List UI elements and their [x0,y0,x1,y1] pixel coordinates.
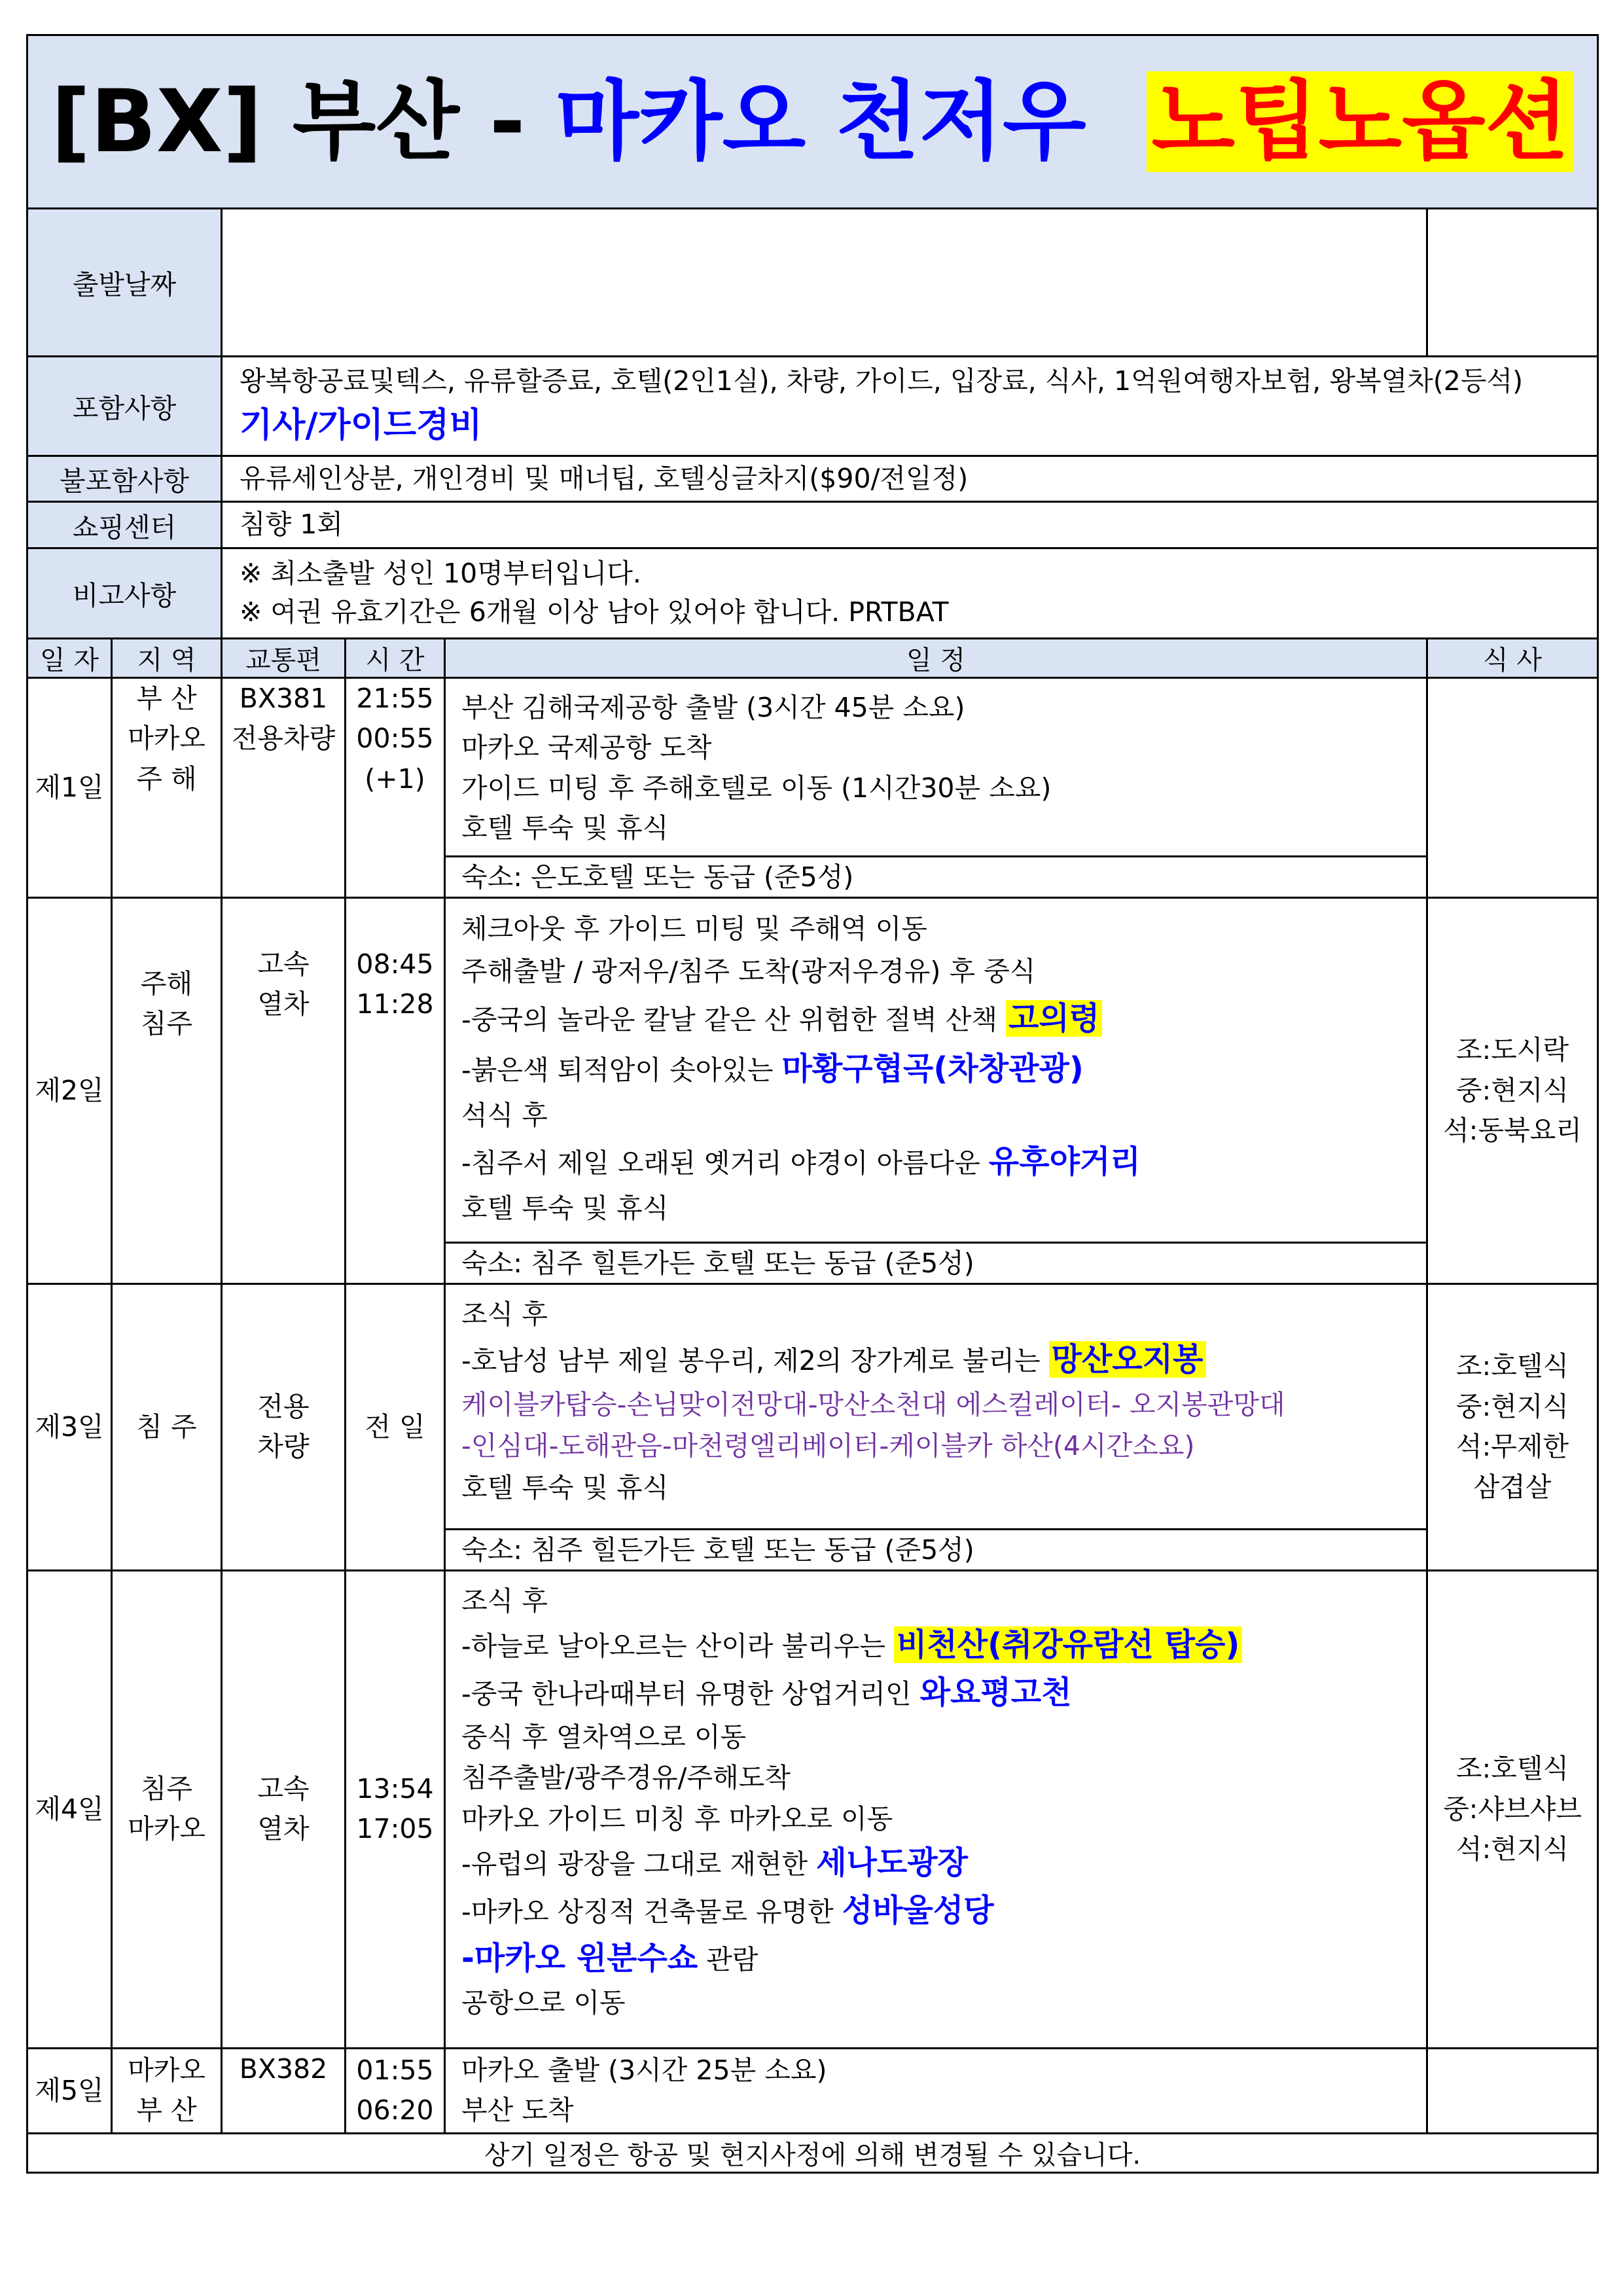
included-text: 왕복항공료및텍스, 유류할증료, 호텔(2인1실), 차량, 가이드, 입장료, 식사, 1억원여행자보험, 왕복열차(2등석) [240,365,1524,397]
remarks-cell [222,548,1598,638]
title-route: 마카오 천저우 [555,71,1086,172]
header-day: 일 자 [27,638,112,677]
schedule-header-row [27,638,1598,677]
day-3-schedule: 조식 후 -호남성 남부 제일 봉우리, 제2의 장가계로 불리는 망산오지봉 케이블카탑승-손님맞이전망대-망산소천대 에스컬레이터- 오지봉관망대 -인심대-도해관음-마천령엘리베이터-케이블카 하산(4시간소요) 호텔 투숙 및 휴식 [445,1283,1427,1529]
day-2-meals: 조:도시락 중:현지식 석:동북요리 [1427,897,1598,1283]
highlight-mangsan: 망산오지봉 [1049,1341,1206,1378]
title-code: [BX] 부산 - [50,71,556,172]
title-tag: 노팁노옵션 [1147,71,1575,172]
highlight-senado: 세나도광장 [816,1844,969,1882]
day-4-region: 침주 마카오 [112,1570,222,2048]
highlight-yuhu-street: 유후야거리 [988,1143,1141,1181]
day-4-row [27,1570,1598,2048]
shopping-text: 침향 1회 [222,502,1598,548]
included-extra: 기사/가이드경비 [240,405,482,445]
remarks-line-1: ※ 최소출발 성인 10명부터입니다. [240,557,641,589]
day-1-schedule: 부산 김해국제공항 출발 (3시간 45분 소요) 마카오 국제공항 도착 가이드 미팅 후 주해호텔로 이동 (1시간30분 소요) 호텔 투숙 및 휴식 [445,677,1427,856]
day-5-meals [1427,2048,1598,2133]
included-cell [222,357,1598,456]
itinerary-table [26,34,1599,2174]
header-transport: 교통편 [222,638,346,677]
day-1-label: 제1일 [27,677,112,897]
day-4-schedule: 조식 후 -하늘로 날아오르는 산이라 불리우는 비천산(취강유람선 탑승) -중국 한나라때부터 유명한 상업거리인 와요평고천 중식 후 열차역으로 이동 침주출발/광주경유/주해도착 마카오 가이드 미칭 후 마카오로 이동 -유럽의 광장을 그대로 재현한 세나도광장 -마카오 상징적 건축물로 유명한 성바울성당 -마카오 윈분수쇼 관람 공항으로 이동 [445,1570,1427,2048]
shopping-label: 쇼핑센터 [27,502,222,548]
departure-extra-cell [1427,209,1598,357]
remarks-label: 비고사항 [27,548,222,638]
day-1-transport: BX381 전용차량 [222,677,346,897]
day-3-label: 제3일 [27,1283,112,1570]
day-2-region: 주해 침주 [112,897,222,1283]
day-5-label: 제5일 [27,2048,112,2133]
day-1-time: 21:55 00:55 (+1) [346,677,445,897]
highlight-goeuiryeong: 고의령 [1006,1000,1102,1037]
header-meal: 식 사 [1427,638,1598,677]
page-title [27,35,1598,209]
day-4-meals: 조:호텔식 중:샤브샤브 석:현지식 [1427,1570,1598,2048]
day-1-row [27,677,1598,856]
highlight-mahwanggu: 마황구협곡(차창관광) [781,1050,1084,1087]
included-label: 포함사항 [27,357,222,456]
excluded-text: 유류세인상분, 개인경비 및 매너팁, 호텔싱글차지($90/전일정) [222,456,1598,502]
day-1-meals [1427,677,1598,897]
day-3-course-2: -인심대-도해관음-마천령엘리베이터-케이블카 하산(4시간소요) [461,1430,1195,1462]
day-5-time: 01:55 06:20 [346,2048,445,2133]
day-1-region: 부 산 마카오 주 해 [112,677,222,897]
day-2-time: 08:45 11:28 [346,897,445,1283]
day-5-transport: BX382 [222,2048,346,2133]
header-schedule: 일 정 [445,638,1427,677]
day-2-schedule: 체크아웃 후 가이드 미팅 및 주해역 이동 주해출발 / 광저우/침주 도착(광저우경유) 후 중식 -중국의 놀라운 칼날 같은 산 위험한 절벽 산책 고의령 -붉은색 퇴적암이 솟아있는 마황구협곡(차창관광) 석식 후 -침주서 제일 오래된 옛거리 야경이 아름다운 유후야거리 호텔 투숙 및 휴식 [445,897,1427,1242]
day-2-transport: 고속 열차 [222,897,346,1283]
header-time: 시 간 [346,638,445,677]
day-5-schedule: 마카오 출발 (3시간 25분 소요) 부산 도착 [445,2048,1427,2133]
day-3-meals: 조:호텔식 중:현지식 석:무제한 삼겹살 [1427,1283,1598,1570]
highlight-st-paul: 성바울성당 [842,1892,994,1929]
day-5-row [27,2048,1598,2133]
day-3-transport: 전용 차량 [222,1283,346,1570]
day-5-region: 마카오 부 산 [112,2048,222,2133]
day-2-hotel: 숙소: 침주 힐튼가든 호텔 또는 동급 (준5성) [445,1242,1427,1283]
day-4-transport: 고속 열차 [222,1570,346,2048]
departure-date-cell [222,209,1427,357]
day-2-row [27,897,1598,1242]
day-4-label: 제4일 [27,1570,112,2048]
header-region: 지 역 [112,638,222,677]
itinerary-sheet [26,34,1597,2174]
highlight-wayo: 와요평고천 [919,1674,1072,1712]
day-3-course-1: 케이블카탑승-손님맞이전망대-망산소천대 에스컬레이터- 오지봉관망대 [461,1388,1285,1420]
day-2-label: 제2일 [27,897,112,1283]
excluded-label: 불포함사항 [27,456,222,502]
footer-notice: 상기 일정은 항공 및 현지사정에 의해 변경될 수 있습니다. [27,2133,1598,2172]
highlight-wynn-fountain: -마카오 윈분수쇼 [461,1939,698,1977]
day-4-time: 13:54 17:05 [346,1570,445,2048]
remarks-line-2: ※ 여권 유효기간은 6개월 이상 남아 있어야 합니다. PRTBAT [240,596,949,628]
day-3-hotel: 숙소: 침주 힐든가든 호텔 또는 동급 (준5성) [445,1529,1427,1570]
departure-label: 출발날짜 [27,209,222,357]
highlight-bicheonsan: 비천산(취강유람선 탑승) [894,1626,1242,1663]
day-3-region: 침 주 [112,1283,222,1570]
day-3-row [27,1283,1598,1529]
day-3-time: 전 일 [346,1283,445,1570]
day-1-hotel: 숙소: 은도호텔 또는 동급 (준5성) [445,856,1427,897]
